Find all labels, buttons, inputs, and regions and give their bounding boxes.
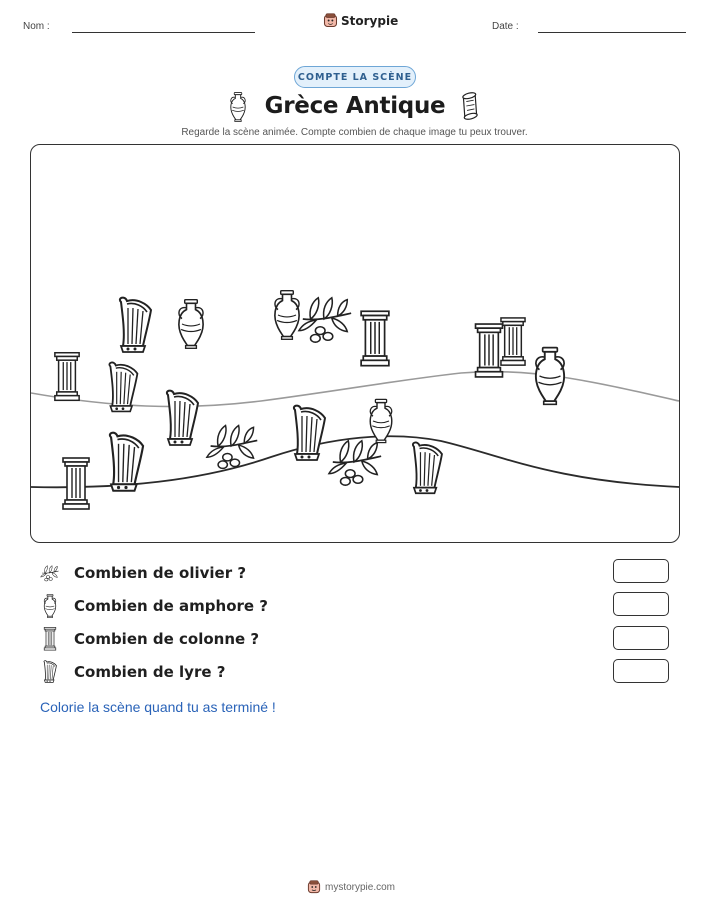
mascot-icon xyxy=(307,880,321,894)
lyre-icon xyxy=(167,391,198,445)
column-icon xyxy=(476,324,503,377)
footer-url: mystorypie.com xyxy=(325,881,396,893)
olive-branch-icon xyxy=(40,562,60,584)
olive-branch-icon xyxy=(207,425,257,468)
lyre-icon xyxy=(110,433,143,491)
lyre-icon xyxy=(109,362,137,411)
lyre-icon xyxy=(40,660,60,684)
question-label: Combien de amphore ? xyxy=(74,597,268,615)
page-title: Grèce Antique xyxy=(264,93,446,119)
amphora-icon xyxy=(40,594,60,618)
question-lyre xyxy=(40,660,225,684)
footer xyxy=(307,880,395,894)
scene-drawing xyxy=(31,145,679,542)
question-label: Combien de lyre ? xyxy=(74,663,226,681)
lyre-icon xyxy=(120,298,151,352)
olive-branch-icon xyxy=(299,298,351,342)
answer-box-lyre[interactable] xyxy=(613,659,669,683)
lyre-icon xyxy=(413,443,442,494)
name-line[interactable] xyxy=(72,32,255,33)
question-amphora xyxy=(40,594,268,618)
lyre-icon xyxy=(294,406,325,460)
brand-logo xyxy=(323,13,398,28)
question-label: Combien de olivier ? xyxy=(74,564,247,582)
amphora-icon xyxy=(275,291,299,340)
question-column xyxy=(40,627,259,651)
activity-badge: COMPTE LA SCÈNE xyxy=(294,66,416,88)
column-icon xyxy=(63,458,89,509)
date-label: Date : xyxy=(492,21,519,32)
name-label: Nom : xyxy=(23,21,50,32)
column-icon xyxy=(501,318,525,365)
column-icon xyxy=(361,311,389,365)
column-icon xyxy=(40,627,60,651)
mascot-icon xyxy=(323,13,338,28)
question-olive xyxy=(40,561,246,585)
color-note: Colorie la scène quand tu as terminé ! xyxy=(40,699,276,715)
answer-box-olive[interactable] xyxy=(613,559,669,583)
brand-name: Storypie xyxy=(341,13,399,28)
amphora-icon xyxy=(179,300,203,349)
question-label: Combien de colonne ? xyxy=(74,630,260,648)
instructions: Regarde la scène animée. Compte combien de chaque image tu peux trouver. xyxy=(181,127,528,138)
scene-frame xyxy=(30,144,680,543)
answer-box-amphora[interactable] xyxy=(613,592,669,616)
amphora-icon xyxy=(536,348,564,405)
column-icon xyxy=(55,353,79,401)
answer-box-column[interactable] xyxy=(613,626,669,650)
scroll-icon xyxy=(459,91,481,121)
date-line[interactable] xyxy=(538,32,686,33)
amphora-icon xyxy=(227,92,249,122)
olive-branch-icon xyxy=(329,441,381,485)
